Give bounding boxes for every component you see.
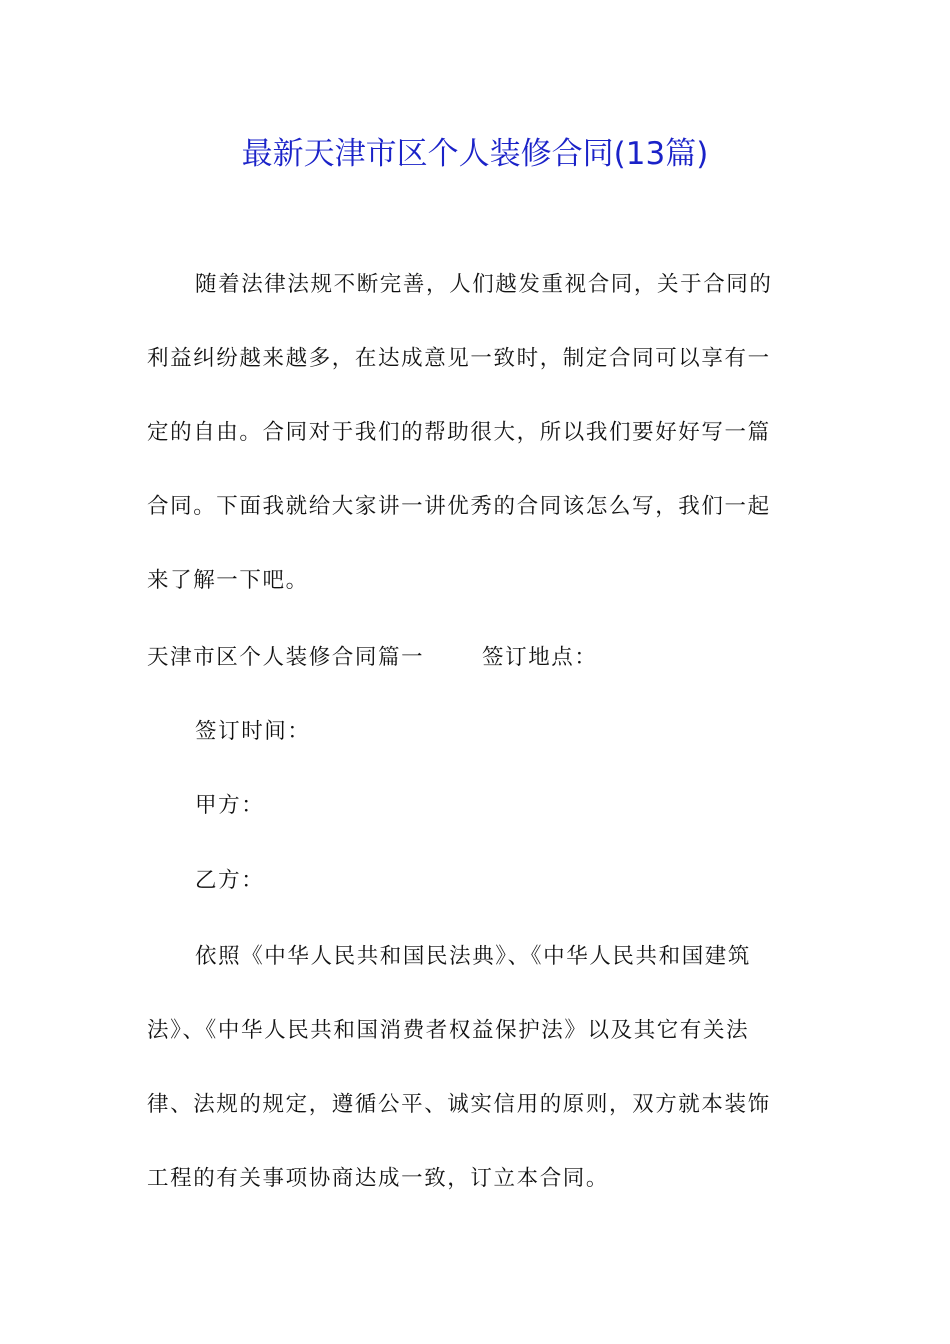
section-heading: 天津市区个人装修合同篇一 <box>147 645 425 670</box>
basis-paragraph <box>147 920 807 1216</box>
intro-line: 利益纠纷越来越多，在达成意见一致时，制定合同可以享有一 <box>147 346 771 371</box>
intro-line: 随着法律法规不断完善，人们越发重视合同，关于合同的 <box>195 272 773 297</box>
basis-line: 工程的有关事项协商达成一致，订立本合同。 <box>147 1166 610 1191</box>
document-title: 最新天津市区个人装修合同(13篇) <box>241 136 709 172</box>
basis-line: 律、法规的规定，遵循公平、诚实信用的原则，双方就本装饰 <box>147 1092 771 1117</box>
sign-time-label: 签订时间： <box>195 719 311 744</box>
intro-line: 合同。下面我就给大家讲一讲优秀的合同该怎么写，我们一起 <box>147 494 771 519</box>
intro-paragraph <box>147 248 807 618</box>
party-a-label: 甲方： <box>195 793 265 818</box>
basis-line: 依照《中华人民共和国民法典》、《中华人民共和国建筑 <box>195 944 752 969</box>
basis-line: 法》、《中华人民共和国消费者权益保护法》以及其它有关法 <box>147 1018 750 1043</box>
party-b-label: 乙方： <box>195 868 265 893</box>
intro-line: 定的自由。合同对于我们的帮助很大，所以我们要好好写一篇 <box>147 420 771 445</box>
sign-place-label: 签订地点： <box>482 645 598 670</box>
intro-line: 来了解一下吧。 <box>147 568 309 593</box>
